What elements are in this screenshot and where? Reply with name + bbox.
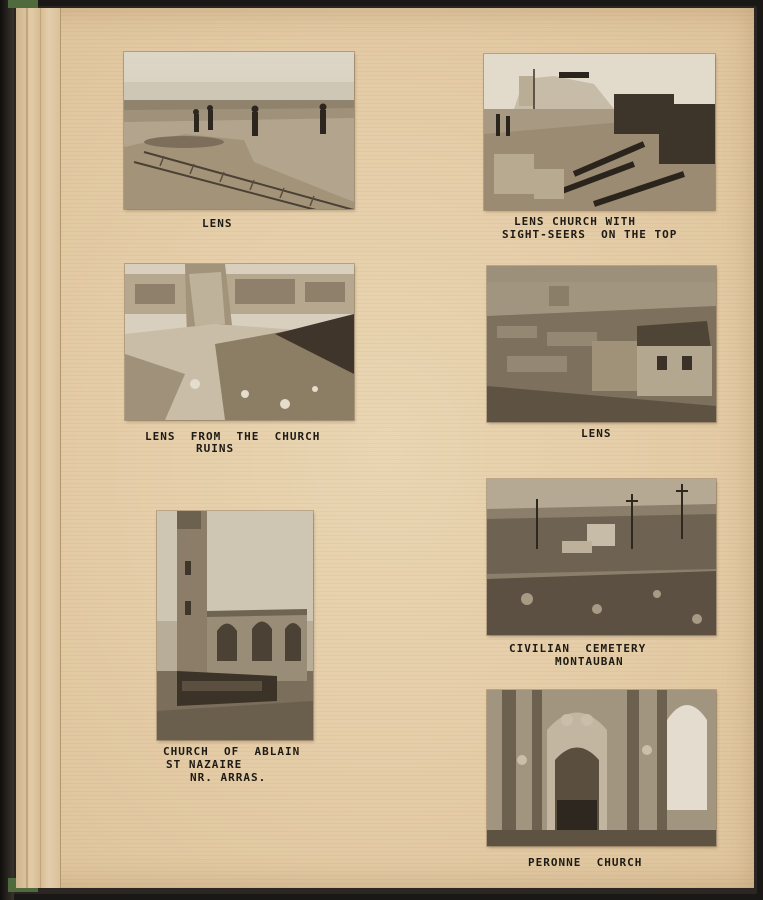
photo-church-ablain [157,511,313,740]
photo-lens-street [124,52,354,209]
page-binding-strip [16,8,61,888]
caption-cemetery-line1: CIVILIAN CEMETERY [509,642,647,655]
photo-lens-from-church-ruins [125,264,354,420]
caption-ablain-line3: NR. ARRAS. [190,771,267,784]
caption-ablain-line2: ST NAZAIRE [166,758,243,771]
photo-lens-church-sightseers [484,54,715,210]
caption-lens-from-church-line2: RUINS [196,442,235,455]
binding-crease [26,8,28,888]
caption-lens-1: LENS [202,217,233,230]
caption-peronne: PERONNE CHURCH [528,856,643,869]
photo-peronne-church [487,690,716,846]
caption-lens-2: LENS [581,427,612,440]
photo-lens-town-ruins [487,266,716,422]
caption-lens-church-line2: SIGHT-SEERS ON THE TOP [502,228,678,241]
photo-civilian-cemetery [487,479,716,635]
caption-lens-from-church-line1: LENS FROM THE CHURCH [145,430,321,443]
caption-ablain-line1: CHURCH OF ABLAIN [163,745,301,758]
album-spine [0,0,14,900]
binding-crease-inner [40,8,41,888]
caption-cemetery-line2: MONTAUBAN [555,655,624,668]
binding-ribbon-top [8,0,38,8]
caption-lens-church-line1: LENS CHURCH WITH [514,215,636,228]
